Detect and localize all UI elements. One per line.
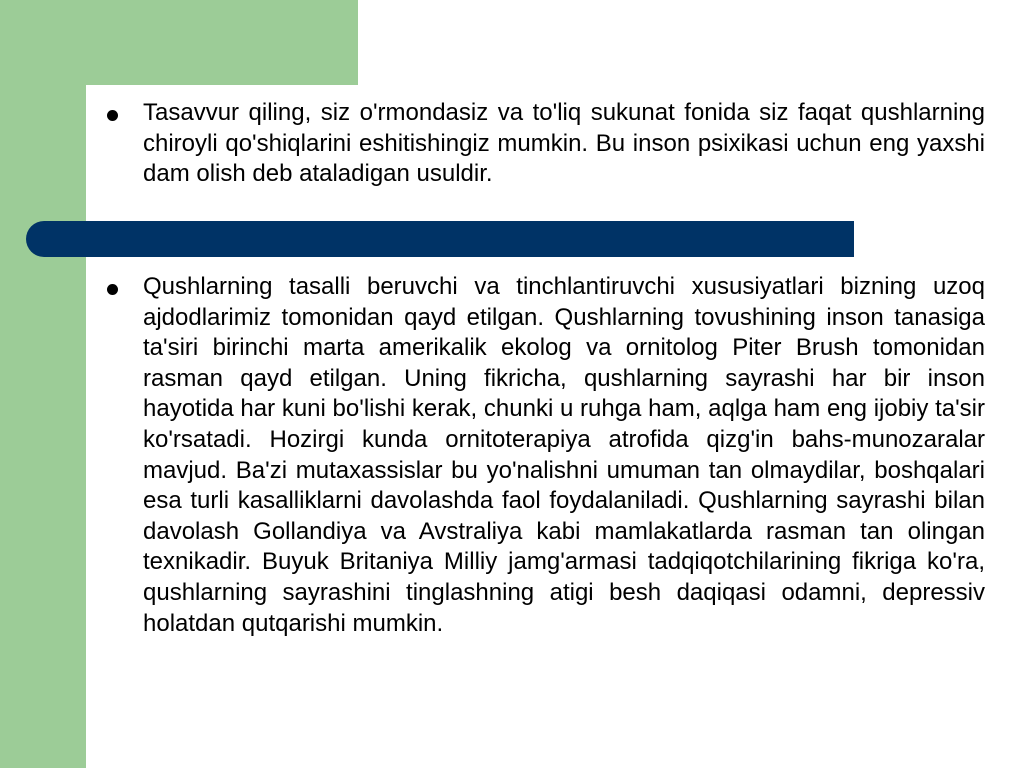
bullet-dot-icon <box>107 284 118 295</box>
decorative-green-stripe-left <box>0 0 86 768</box>
navy-divider-bar <box>26 221 854 257</box>
bullet-item-bird-song-therapy <box>107 272 985 639</box>
bullet-item-imagine-forest <box>107 98 985 190</box>
bullet-text: Tasavvur qiling, siz o'rmondasiz va to'liq sukunat fonida siz faqat qushlarning chiroyli qo'shiqlarini eshitishingiz mumkin. Bu inson psixikasi uchun eng yaxshi dam olish deb ataladigan usuldir. <box>143 99 985 188</box>
bullet-text: Qushlarning tasalli beruvchi va tinchlantiruvchi xususiyatlari bizning uzoq ajdodlarimiz tomonidan qayd etilgan. Qushlarning tovushining inson tanasiga ta'siri birinchi marta amerikalik ekolog va ornitolog Piter Brush tomonidan rasman qayd etilgan. Uning fikricha, qushlarning sayrashi har bir inson hayotida har kuni bo'lishi kerak, chunki u ruhga ham, aqlga ham eng ijobiy ta'sir ko'rsatadi. Hozirgi kunda ornitoterapiya atrofida qizg'in bahs-munozaralar mavjud. Ba'zi mutaxassislar bu yo'nalishni umuman tan olmaydilar, boshqalari esa turli kasalliklarni davolashda faol foydalaniladi. Qushlarning sayrashi bilan davolash Gollandiya va Avstraliya kabi mamlakatlarda rasman tan olingan texnikadir. Buyuk Britaniya Milliy jamg'armasi tadqiqotchilarining fikriga ko'ra, qushlarning sayrashini tinglashning atigi besh daqiqasi odamni, depressiv holatdan qutqarishi mumkin. <box>143 273 985 637</box>
bullet-dot-icon <box>107 110 118 121</box>
